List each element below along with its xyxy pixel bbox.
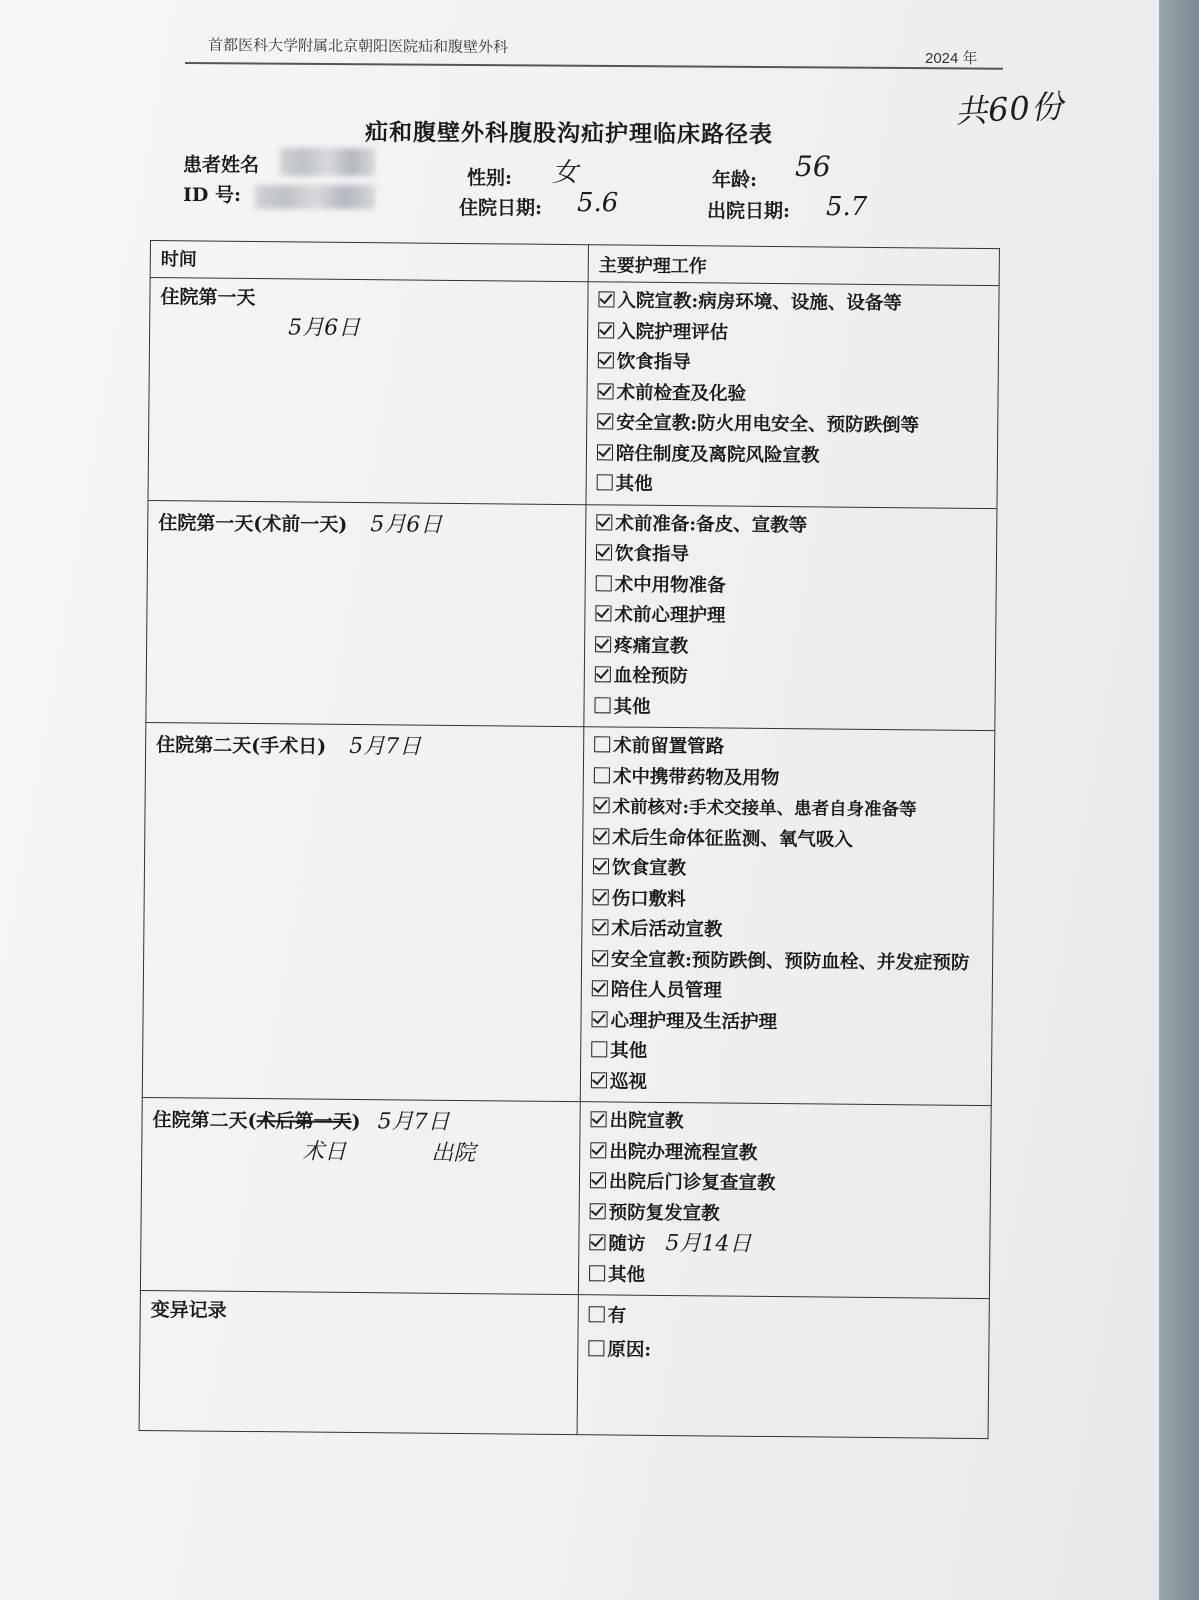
checklist-item: 安全宣教:预防跌倒、预防血栓、并发症预防 bbox=[592, 945, 982, 979]
variance-item-reason: 原因: bbox=[588, 1333, 978, 1371]
variance-label: 变异记录 bbox=[150, 1299, 227, 1322]
table-row bbox=[148, 278, 999, 509]
checkbox-checked-icon[interactable] bbox=[597, 383, 613, 399]
checkbox-checked-icon[interactable] bbox=[592, 919, 608, 935]
checkbox-empty-icon[interactable] bbox=[589, 1265, 605, 1281]
gender-label: 性别: bbox=[467, 167, 513, 189]
checkbox-checked-icon[interactable] bbox=[596, 544, 612, 560]
checklist-item: 心理护理及生活护理 bbox=[591, 1006, 981, 1040]
checkbox-checked-icon[interactable] bbox=[590, 1203, 606, 1219]
checkbox-checked-icon[interactable] bbox=[595, 666, 611, 682]
checklist-item: 随访 5月14日 bbox=[589, 1228, 979, 1263]
checkbox-empty-icon[interactable] bbox=[594, 697, 610, 713]
redacted-name bbox=[280, 148, 375, 176]
checkbox-checked-icon[interactable] bbox=[592, 950, 608, 966]
variance-item-yes: 有 bbox=[589, 1299, 979, 1337]
checkbox-checked-icon[interactable] bbox=[593, 828, 609, 844]
patient-name-label: 患者姓名 bbox=[183, 154, 260, 176]
checklist-item: 血栓预防 bbox=[595, 661, 985, 695]
checklist-item: 预防复发宣教 bbox=[590, 1198, 980, 1232]
header-divider bbox=[185, 62, 1003, 70]
checkbox-checked-icon[interactable] bbox=[594, 797, 610, 813]
checkbox-empty-icon[interactable] bbox=[588, 1340, 604, 1356]
checklist-item: 术前准备:备皮、宣教等 bbox=[596, 509, 986, 543]
admit-date-value: 5.6 bbox=[577, 188, 619, 218]
checkbox-empty-icon[interactable] bbox=[594, 736, 610, 752]
checklist-item: 术前心理护理 bbox=[595, 600, 985, 634]
checklist-item: 其他 bbox=[589, 1260, 979, 1294]
checkbox-checked-icon[interactable] bbox=[591, 1111, 607, 1127]
checklist-item: 入院宣教:病房环境、设施、设备等 bbox=[598, 286, 988, 320]
checklist-item: 术后生命体征监测、氧气吸入 bbox=[593, 823, 983, 857]
checklist-item: 陪住人员管理 bbox=[592, 975, 982, 1009]
variance-label-cell bbox=[139, 1290, 578, 1434]
checklist-item: 饮食宣教 bbox=[593, 853, 983, 887]
checklist-item: 其他 bbox=[597, 469, 987, 503]
day-label-struck: 术后第一天 bbox=[256, 1110, 352, 1133]
checkbox-checked-icon[interactable] bbox=[591, 1072, 607, 1088]
checkbox-empty-icon[interactable] bbox=[597, 474, 613, 490]
handwritten-note-discharge: 出院 bbox=[431, 1140, 476, 1167]
checkbox-checked-icon[interactable] bbox=[597, 444, 613, 460]
checkbox-checked-icon[interactable] bbox=[598, 352, 614, 368]
checklist-item: 出院后门诊复查宣教 bbox=[590, 1167, 980, 1201]
admit-date-label: 住院日期: bbox=[459, 197, 543, 219]
checklist-item: 疼痛宣教 bbox=[595, 631, 985, 665]
checkbox-empty-icon[interactable] bbox=[589, 1306, 605, 1322]
checklist-item: 出院宣教 bbox=[590, 1106, 980, 1140]
day-label-suffix: ) bbox=[351, 1110, 361, 1134]
handwritten-date: 5月7日 bbox=[377, 1109, 450, 1135]
variance-row bbox=[139, 1290, 989, 1438]
nursing-pathway-table bbox=[139, 240, 1000, 1439]
checklist-item: 伤口敷料 bbox=[593, 884, 983, 918]
row-day-cell bbox=[142, 722, 584, 1101]
row-day-cell bbox=[148, 278, 588, 505]
table-row bbox=[140, 1097, 991, 1298]
checklist-item: 安全宣教:防火用电安全、预防跌倒等 bbox=[597, 408, 987, 442]
row-items-cell bbox=[580, 727, 995, 1106]
handwritten-date: 5月6日 bbox=[288, 315, 361, 342]
table-row bbox=[146, 500, 997, 731]
table-row bbox=[142, 722, 995, 1105]
checkbox-checked-icon[interactable] bbox=[591, 1011, 607, 1027]
handwritten-total-note: 共60份 bbox=[954, 87, 1065, 131]
day-label: 住院第二天(手术日) bbox=[156, 734, 327, 758]
header-time: 时间 bbox=[150, 241, 588, 282]
day-label: 住院第一天(术前一天) bbox=[158, 511, 348, 536]
age-label: 年龄: bbox=[712, 169, 758, 191]
checkbox-checked-icon[interactable] bbox=[598, 291, 614, 307]
checkbox-checked-icon[interactable] bbox=[589, 1234, 605, 1250]
checklist-item: 饮食指导 bbox=[596, 539, 986, 573]
handwritten-followup-date: 5月14日 bbox=[665, 1230, 752, 1257]
checklist-item: 其他 bbox=[591, 1036, 981, 1070]
discharge-date-label: 出院日期: bbox=[707, 200, 791, 222]
checklist-item: 术前留置管路 bbox=[594, 731, 984, 765]
day-label: 住院第一天 bbox=[160, 286, 256, 310]
checklist-item: 术中携带药物及用物 bbox=[594, 762, 984, 796]
checklist-item: 其他 bbox=[594, 692, 984, 726]
patient-id-label: ID 号: bbox=[183, 184, 241, 206]
checkbox-checked-icon[interactable] bbox=[590, 1172, 606, 1188]
row-items-cell bbox=[584, 504, 997, 730]
redacted-id bbox=[255, 185, 375, 209]
header-organization: 首都医科大学附属北京朝阳医院疝和腹壁外科 bbox=[207, 36, 509, 57]
row-day-cell bbox=[146, 500, 586, 727]
header-year: 2024 年 bbox=[925, 50, 978, 67]
checkbox-checked-icon[interactable] bbox=[593, 858, 609, 874]
checklist-item: 术后活动宣教 bbox=[592, 914, 982, 948]
checklist-item: 出院办理流程宣教 bbox=[590, 1137, 980, 1171]
handwritten-date: 5月7日 bbox=[349, 733, 422, 760]
day-label-prefix: 住院第二天( bbox=[152, 1109, 257, 1133]
checklist-item: 术前检查及化验 bbox=[597, 378, 987, 412]
checklist-item: 入院护理评估 bbox=[598, 317, 988, 351]
checkbox-empty-icon[interactable] bbox=[596, 575, 612, 591]
checkbox-empty-icon[interactable] bbox=[591, 1041, 607, 1057]
background-edge bbox=[1159, 0, 1199, 1600]
checklist-item: 陪住制度及离院风险宣教 bbox=[597, 439, 987, 473]
checkbox-checked-icon[interactable] bbox=[597, 413, 613, 429]
checklist-item: 术中用物准备 bbox=[596, 570, 986, 604]
checklist-item: 术前核对:手术交接单、患者自身准备等 bbox=[593, 792, 983, 826]
page-title: 疝和腹壁外科腹股沟疝护理临床路径表 bbox=[364, 118, 774, 149]
age-value: 56 bbox=[795, 150, 831, 183]
row-items-cell bbox=[578, 1102, 991, 1299]
discharge-date-value: 5.7 bbox=[826, 192, 868, 222]
checkbox-empty-icon[interactable] bbox=[594, 767, 610, 783]
header-main-work: 主要护理工作 bbox=[588, 245, 999, 286]
checkbox-checked-icon[interactable] bbox=[592, 980, 608, 996]
checkbox-checked-icon[interactable] bbox=[596, 514, 612, 530]
checklist-item: 巡视 bbox=[591, 1067, 981, 1101]
checkbox-checked-icon[interactable] bbox=[590, 1142, 606, 1158]
checkbox-checked-icon[interactable] bbox=[598, 322, 614, 338]
gender-value: 女 bbox=[552, 158, 579, 188]
row-day-cell bbox=[140, 1097, 580, 1294]
checkbox-checked-icon[interactable] bbox=[595, 636, 611, 652]
handwritten-date: 5月6日 bbox=[370, 511, 443, 538]
checklist-item: 饮食指导 bbox=[598, 347, 988, 381]
handwritten-note-surgery-day: 术日 bbox=[302, 1139, 347, 1165]
variance-items-cell bbox=[577, 1295, 989, 1439]
row-items-cell bbox=[586, 282, 999, 508]
checkbox-checked-icon[interactable] bbox=[593, 889, 609, 905]
checkbox-checked-icon[interactable] bbox=[595, 605, 611, 621]
